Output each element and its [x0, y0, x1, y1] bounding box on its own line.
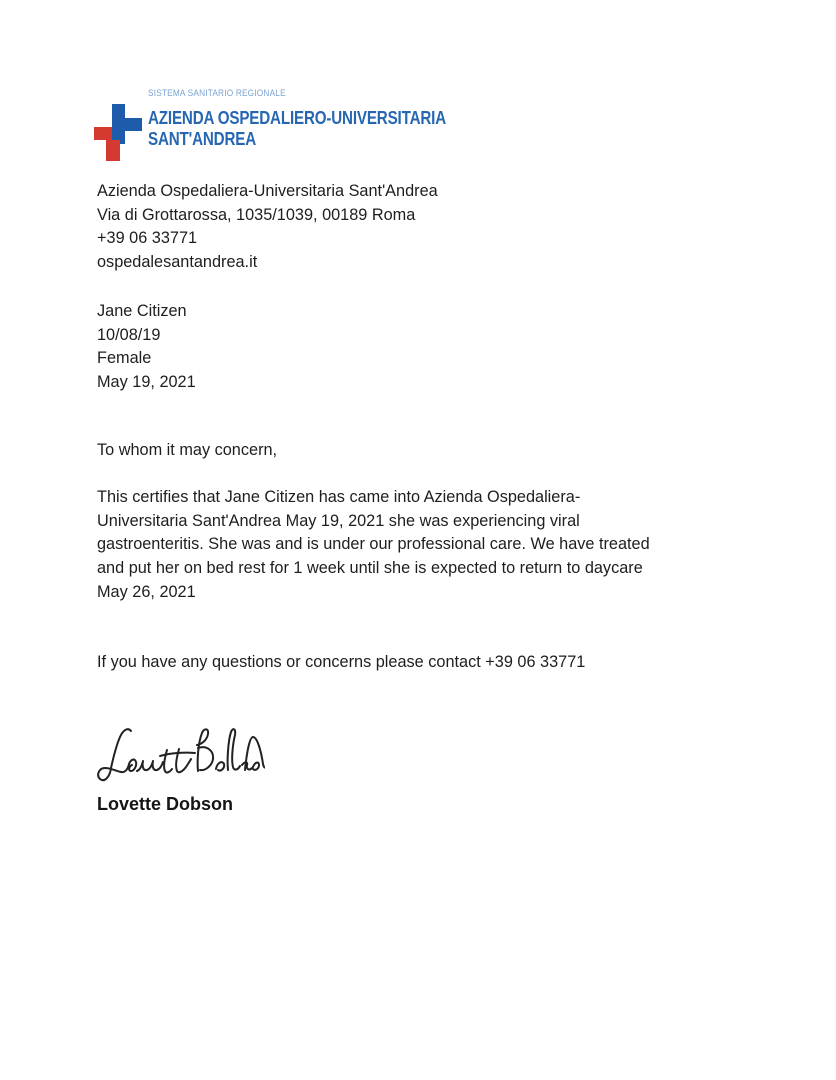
logo-title — [148, 107, 446, 149]
body-line: Universitaria Sant'Andrea May 19, 2021 she was experiencing viral — [97, 511, 580, 530]
website: ospedalesantandrea.it — [97, 253, 258, 272]
letter-date: May 19, 2021 — [97, 373, 196, 392]
signer-name: Lovette Dobson — [97, 794, 234, 814]
contact-line: If you have any questions or concerns please contact +39 06 33771 — [97, 653, 586, 671]
cross-red-arm — [94, 127, 112, 140]
hospital-address-block — [97, 180, 438, 275]
patient-name: Jane Citizen — [97, 302, 187, 320]
cross-blue-vertical — [112, 104, 125, 144]
body-line: and put her on bed rest for 1 week until she is expected to return to daycare — [97, 559, 643, 578]
hospital-logo — [90, 88, 447, 168]
letter-body — [97, 486, 650, 605]
patient-details-block — [97, 300, 196, 395]
body-line: This certifies that Jane Citizen has came into Azienda Ospedaliera- — [97, 488, 581, 506]
phone-number: +39 06 33771 — [97, 229, 198, 248]
cross-red-vertical — [106, 140, 120, 161]
cross-blue-arm — [125, 118, 142, 131]
body-line: May 26, 2021 — [97, 582, 196, 601]
street-address: Via di Grottarossa, 1035/1039, 00189 Roma — [97, 205, 416, 224]
signature-image — [95, 726, 265, 786]
org-name: Azienda Ospedaliera-Universitaria Sant'Andrea — [97, 182, 438, 200]
salutation: To whom it may concern, — [97, 441, 278, 459]
logo-tagline: SISTEMA SANITARIO REGIONALE — [148, 88, 286, 98]
medical-cross-icon — [90, 104, 144, 162]
logo-text — [148, 88, 511, 149]
patient-sex: Female — [97, 349, 152, 368]
patient-dob: 10/08/19 — [97, 325, 161, 344]
body-line: gastroenteritis. She was and is under our professional care. We have treated — [97, 535, 650, 554]
logo-title-line2: SANT'ANDREA — [148, 128, 256, 149]
logo-title-line1: AZIENDA OSPEDALIERO-UNIVERSITARIA — [148, 107, 447, 128]
